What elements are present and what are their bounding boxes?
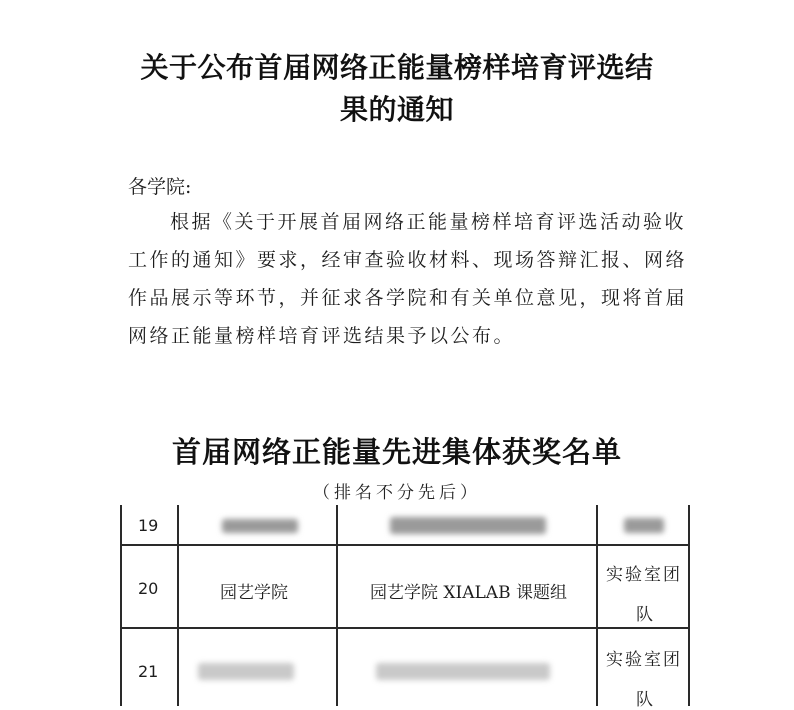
row-number: 19: [138, 516, 159, 535]
category-line-2: 队: [636, 605, 653, 625]
body-paragraph-line-1: 根据《关于开展首届网络正能量榜样培育评选活动验收: [170, 211, 687, 233]
category-line-1: 实验室团: [606, 650, 682, 670]
table-row-divider: [120, 544, 690, 546]
award-table: [0, 505, 794, 710]
award-list-title: 首届网络正能量先进集体获奖名单: [171, 435, 622, 469]
body-paragraph-line-3: 作品展示等环节，并征求各学院和有关单位意见，现将首届: [128, 287, 688, 309]
table-column-divider: [336, 505, 338, 706]
redacted-category: [624, 518, 664, 533]
category-line-2: 队: [636, 690, 653, 710]
redacted-college: [198, 663, 294, 680]
table-column-divider: [596, 505, 598, 706]
redacted-college: [222, 519, 298, 533]
table-row-divider: [120, 627, 690, 629]
salutation: 各学院:: [128, 176, 192, 198]
body-paragraph-line-2: 工作的通知》要求，经审查验收材料、现场答辩汇报、网络: [128, 249, 688, 271]
row-number: 21: [138, 662, 159, 681]
category-line-1: 实验室团: [606, 565, 682, 585]
notice-title-line-2: 果的通知: [339, 93, 454, 126]
redacted-team: [376, 663, 550, 680]
redacted-team: [390, 517, 546, 534]
table-border-right: [688, 505, 690, 706]
body-paragraph-line-4: 网络正能量榜样培育评选结果予以公布。: [128, 325, 516, 347]
table-border-left: [120, 505, 122, 706]
notice-title-line-1: 关于公布首届网络正能量榜样培育评选结: [140, 51, 654, 84]
notice-section: [0, 0, 794, 352]
table-column-divider: [177, 505, 179, 706]
row-number: 20: [138, 579, 159, 598]
award-list-subtitle: （排名不分先后）: [313, 483, 481, 503]
college-name: 园艺学院: [220, 583, 288, 603]
team-name: 园艺学院 XIALAB 课题组: [370, 583, 567, 603]
